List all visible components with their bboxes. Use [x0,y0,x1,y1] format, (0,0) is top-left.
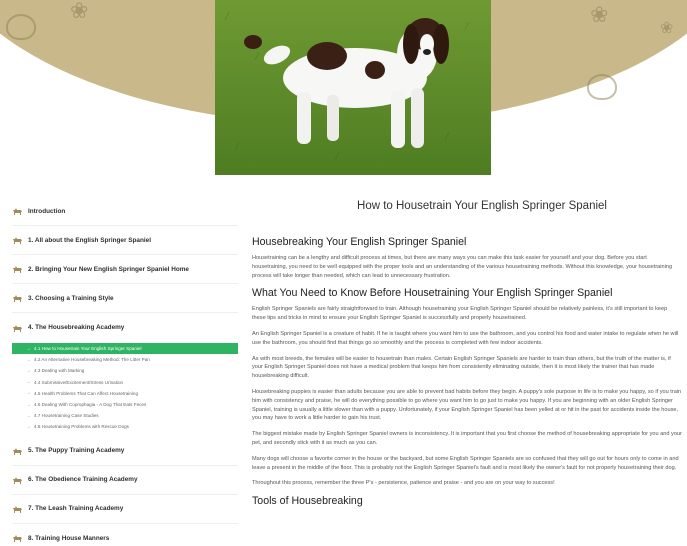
sidebar-chapter-label: 3. Choosing a Training Style [28,294,114,302]
dog-face-icon [6,14,36,40]
sidebar-chapter-3[interactable] [12,284,238,313]
hero-dog-photo [215,0,491,175]
sidebar-chapter-introduction[interactable] [12,197,238,226]
paragraph: English Springer Spaniels are fairly straightforward to train. Although housetraining your English Springer Spaniel should be relatively painless, it's still important to keep these tips and tricks in mind to ensure your English Springer Spaniel is successfully and properly housetrained. [252,306,668,322]
paragraph: Many dogs will choose a favorite corner in the house or the backyard, but some English Springer Spaniels are so confused that they will go out for hours only to come in and leave a present in the middle of the floor. This is probably not the English Springer Spaniel's fault and is most likely the owner's fault for not properly housetraining their dog. [252,455,679,471]
dog-icon [12,207,23,215]
sidebar-chapter-8[interactable] [12,524,238,546]
dog-icon [12,324,23,332]
sidebar-chapter-label: Introduction [28,207,66,215]
paw-print-icon: ❀ [590,2,609,27]
sidebar-subitem-label: 4.8 Housetraining Problems with Rescue Dogs [34,424,129,430]
paragraph: Throughout this process, remember the three P's - persistence, patience and praise - and you are on your way to success! [252,480,555,487]
sidebar-chapter-label: 7. The Leash Training Academy [28,505,124,512]
sidebar-subitem-4-7[interactable] [12,410,238,421]
arrow-right-icon: → [26,401,31,408]
sidebar-subitem-label: 4.3 Dealing with Marking [34,368,85,374]
sidebar-subitem-4-5[interactable] [12,388,238,399]
paragraph: The biggest mistake made by English Springer Spaniel owners is inconsistency. It is important that you first choose the method of housebreaking appropriate for you and your pet, and secondly stick with it as much as you can. [252,431,682,446]
sidebar-subitem-label: 4.6 Dealing With Coprophagia - A Dog That Eats Feces [34,402,147,408]
dog-icon [12,476,23,484]
sidebar-subitem-label: 4.7 Housetraining Case Studies [34,413,99,419]
paragraph: Housetraining can be a lengthy and difficult process at times, but there are many ways you can make this task easier for yourself and your dog. Before you start housetraining, you need to be well equipped with the proper tools and an understanding of the various housetraining methods. Without this knowledge, your housetraining process will take longer than needed, which can lead to unnecessary frustration. [252,255,673,279]
header-banner [0,0,687,178]
arrow-right-icon: → [26,367,31,374]
sidebar-subitem-label: 4.2 An Alternative Housebreaking Method: The Litter Pan [34,357,150,363]
chapter-sidebar [12,197,238,546]
springer-spaniel-illustration [215,0,491,175]
sidebar-chapter-2[interactable] [12,255,238,284]
chapter-4-subitems [12,342,238,437]
sidebar-chapter-label: 4. The Housebreaking Academy [28,324,125,331]
dog-icon [12,447,23,455]
sidebar-subitem-4-2[interactable] [12,354,238,365]
sidebar-subitem-4-8[interactable] [12,421,238,432]
main-content [252,197,682,513]
section-heading: Tools of Housebreaking [252,495,363,508]
section-heading: What You Need to Know Before Housetraining Your English Springer Spaniel [252,287,613,300]
dog-icon [12,294,23,302]
sidebar-chapter-1[interactable] [12,226,238,255]
paragraph: An English Springer Spaniel is a creature of habit. If he is taught where you want him to use the bathroom, and you control his food and water intake to regulate when he will use the bathroom, you should find that things go so smoothly and the process is completed with few indoor accidents. [252,330,679,346]
sidebar-subitem-4-6[interactable] [12,399,238,410]
arrow-right-icon: → [26,356,31,363]
sidebar-chapter-label: 8. Training House Manners [28,534,110,542]
paw-print-icon: ❀ [660,20,674,37]
arrow-right-icon: → [26,379,31,386]
paragraph: Housebreaking puppies is easier than adults because you are able to prevent bad habits before they begin. A puppy's sole purpose in life is to make you happy, so if you train him with consistency and praise, he will do everything possible to go where you want him to go just to make you happy. If you are beginning with an older English Springer Spaniel, training is usually a little slower than with a puppy. Unfortunately, if your English Springer Spaniel has been yelled at or hit in the past for accidents inside the house, you may have to work a little harder to gain his trust. [252,388,682,422]
sidebar-chapter-label: 5. The Puppy Training Academy [28,447,125,454]
dog-face-icon [587,74,617,100]
sidebar-chapter-label: 6. The Obedience Training Academy [28,476,138,483]
sidebar-chapter-label: 2. Bringing Your New English Springer Spaniel Home [28,265,189,273]
dog-icon [12,265,23,273]
page-title: How to Housetrain Your English Springer Spaniel [357,200,607,212]
sidebar-subitem-label: 4.1 How to Housetrain Your English Springer Spaniel [34,346,142,352]
arrow-right-icon: → [26,412,31,419]
paw-print-icon: ❀ [70,0,89,23]
sidebar-chapter-7[interactable] [12,495,238,524]
dog-icon [12,534,23,542]
sidebar-subitem-label: 4.4 Submissive/Excitement/Stress Urination [34,379,124,385]
section-heading: Housebreaking Your English Springer Spaniel [252,236,467,248]
sidebar-chapter-6[interactable] [12,466,238,495]
sidebar-subitem-label: 4.5 Health Problems That Can Affect Housetraining [34,390,139,396]
arrow-right-icon: → [26,423,31,430]
sidebar-subitem-4-3[interactable] [12,365,238,376]
sidebar-subitem-4-4[interactable] [12,377,238,388]
arrow-right-icon: → [26,345,31,352]
sidebar-subitem-4-1[interactable] [12,343,238,354]
arrow-right-icon: → [26,390,31,397]
sidebar-chapter-5[interactable] [12,437,238,466]
sidebar-chapter-label: 1. All about the English Springer Spaniel [28,236,151,244]
dog-icon [12,505,23,513]
paragraph: As with most breeds, the females will be easier to housetrain than males. Certain English Springer Spaniels are harder to train than others, but the truth of the matter is, if your English Springer Spaniel does not have a medical problem that keeps him from consistently eliminating outside, then it is most likely the trainer that has made housebreaking difficult. [252,355,671,380]
dog-icon [12,236,23,244]
sidebar-chapter-4[interactable] [12,313,238,342]
